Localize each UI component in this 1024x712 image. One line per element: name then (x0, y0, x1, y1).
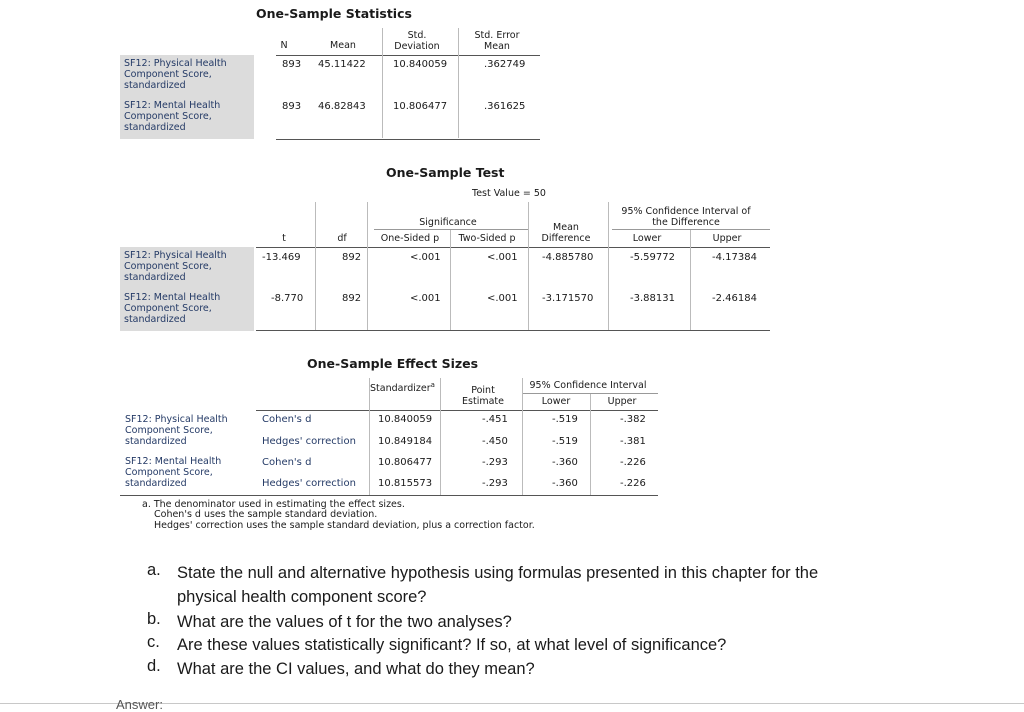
test-divider (450, 230, 451, 330)
test-row-label: SF12: Mental Health Component Score, standardized (120, 289, 254, 331)
effect-cell-upper: -.381 (620, 436, 646, 447)
question-letter: a. (147, 561, 161, 579)
effect-header-ci: 95% Confidence Interval (529, 380, 647, 391)
test-header-t: t (282, 233, 286, 244)
test-header-lower: Lower (632, 233, 662, 244)
effect-header-upper: Upper (607, 396, 637, 407)
effect-cell-upper: -.226 (620, 478, 646, 489)
test-divider (367, 202, 368, 330)
effect-divider (440, 378, 441, 496)
effect-divider (590, 394, 591, 496)
test-cell-lower: -5.59772 (630, 252, 675, 263)
test-header-significance: Significance (419, 217, 477, 228)
effect-cell-point-estimate: -.293 (482, 457, 508, 468)
test-cell-one-sided: <.001 (410, 252, 441, 263)
test-cell-mean-diff: -4.885780 (542, 252, 594, 263)
test-cell-one-sided: <.001 (410, 293, 441, 304)
effect-cell-lower: -.360 (552, 478, 578, 489)
effect-cell-standardizer: 10.849184 (378, 436, 433, 447)
test-cell-df: 892 (342, 252, 362, 263)
test-cell-upper: -2.46184 (712, 293, 757, 304)
stats-cell-n: 893 (282, 59, 302, 70)
effect-cell-measure: Hedges' correction (262, 478, 356, 489)
stats-divider (458, 28, 459, 138)
question-letter: b. (147, 610, 161, 628)
stats-divider (382, 28, 383, 138)
effect-cell-standardizer: 10.815573 (378, 478, 433, 489)
effect-cell-point-estimate: -.450 (482, 436, 508, 447)
effect-cell-standardizer: 10.806477 (378, 457, 433, 468)
test-divider (315, 202, 316, 330)
effect-header-footnote-mark: a (430, 381, 435, 389)
stats-cell-se: .361625 (484, 101, 526, 112)
effect-cell-upper: -.226 (620, 457, 646, 468)
question-letter: c. (147, 633, 160, 651)
effect-divider (369, 378, 370, 496)
stats-cell-sd: 10.840059 (393, 59, 448, 70)
test-cell-mean-diff: -3.171570 (542, 293, 594, 304)
effect-header-standardizer (370, 380, 435, 394)
test-header-ci: 95% Confidence Interval of the Difference (621, 206, 751, 228)
test-table-title: One-Sample Test (386, 165, 505, 180)
stats-cell-sd: 10.806477 (393, 101, 448, 112)
stats-cell-mean: 45.11422 (318, 59, 366, 70)
test-header-rule (256, 247, 770, 248)
effect-group-label: SF12: Physical Health Component Score, standardized (125, 414, 228, 447)
footnote-line: Cohen's d uses the sample standard deviation. (154, 509, 378, 520)
effect-cell-measure: Cohen's d (262, 414, 312, 425)
stats-cell-n: 893 (282, 101, 302, 112)
effect-header-lower: Lower (541, 396, 571, 407)
test-header-df: df (337, 233, 347, 244)
test-cell-upper: -4.17384 (712, 252, 757, 263)
effect-header-standardizer-text: Standardizer (370, 383, 431, 395)
test-header-one-sided: One-Sided p (380, 233, 440, 244)
test-divider (608, 202, 609, 330)
stats-cell-se: .362749 (484, 59, 526, 70)
test-header-upper: Upper (712, 233, 742, 244)
test-cell-two-sided: <.001 (487, 252, 518, 263)
effect-cell-upper: -.382 (620, 414, 646, 425)
stats-header-se: Std. Error Mean (474, 30, 520, 52)
effect-group-label: SF12: Mental Health Component Score, standardized (125, 456, 222, 489)
stats-row-label: SF12: Mental Health Component Score, standardized (120, 97, 254, 139)
test-cell-df: 892 (342, 293, 362, 304)
footnote-line: a. The denominator used in estimating the effect sizes. (142, 499, 405, 510)
effect-cell-point-estimate: -.451 (482, 414, 508, 425)
test-divider (528, 202, 529, 330)
test-sig-rule (374, 229, 528, 230)
test-value-label: Test Value = 50 (472, 188, 546, 199)
effect-cell-lower: -.519 (552, 436, 578, 447)
effect-cell-lower: -.519 (552, 414, 578, 425)
test-ci-rule (612, 229, 770, 230)
effect-divider (522, 378, 523, 496)
stats-header-sd: Std. Deviation (394, 30, 440, 52)
stats-header-n: N (280, 40, 288, 51)
test-cell-lower: -3.88131 (630, 293, 675, 304)
effect-header-point-estimate: Point Estimate (462, 385, 504, 407)
effect-cell-standardizer: 10.840059 (378, 414, 433, 425)
effect-cell-measure: Hedges' correction (262, 436, 356, 447)
footnote-line: Hedges' correction uses the sample standard deviation, plus a correction factor. (154, 520, 535, 531)
test-bottom-rule (256, 330, 770, 331)
question-text: What are the values of t for the two analyses? (177, 613, 512, 631)
stats-header-mean: Mean (330, 40, 356, 51)
test-cell-t: -13.469 (262, 252, 301, 263)
answer-label: Answer: (116, 697, 163, 712)
effect-cell-lower: -.360 (552, 457, 578, 468)
effect-cell-point-estimate: -.293 (482, 478, 508, 489)
test-cell-t: -8.770 (271, 293, 304, 304)
test-divider (690, 230, 691, 330)
stats-row-label: SF12: Physical Health Component Score, standardized (120, 55, 254, 97)
test-header-two-sided: Two-Sided p (458, 233, 516, 244)
effect-cell-measure: Cohen's d (262, 457, 312, 468)
question-text: What are the CI values, and what do they mean? (177, 660, 535, 678)
test-cell-two-sided: <.001 (487, 293, 518, 304)
effect-table-title: One-Sample Effect Sizes (307, 356, 479, 371)
statistics-table-title: One-Sample Statistics (256, 6, 412, 21)
question-letter: d. (147, 657, 161, 675)
test-header-mean-diff: Mean Difference (541, 222, 591, 244)
stats-cell-mean: 46.82843 (318, 101, 366, 112)
effect-bottom-rule (120, 495, 658, 496)
question-text: State the null and alternative hypothesis using formulas presented in this chapter for the physical health component score? (177, 564, 819, 606)
question-text: Are these values statistically significant? If so, at what level of significance? (177, 636, 727, 654)
test-row-label: SF12: Physical Health Component Score, standardized (120, 247, 254, 289)
stats-header-rule (276, 55, 540, 56)
effect-header-rule (256, 410, 658, 411)
stats-bottom-rule (276, 139, 540, 140)
